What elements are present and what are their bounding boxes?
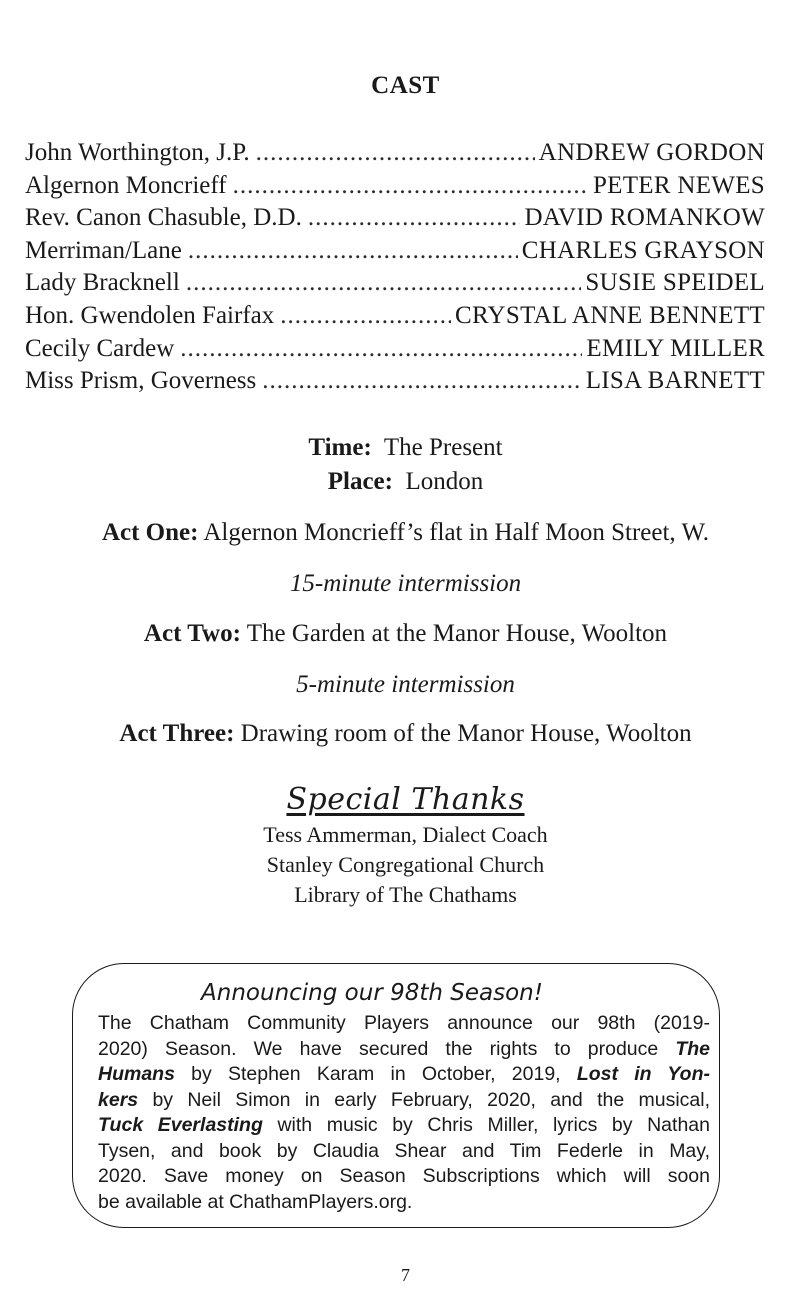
- show-title: kers: [98, 1088, 139, 1111]
- act-two-label: Act Two:: [143, 620, 241, 647]
- text-run: 2020) Season. We have secured the rights to produce: [98, 1037, 659, 1060]
- special-thanks-list: [0, 820, 811, 910]
- cast-actor: PETER NEWES: [592, 171, 765, 199]
- act-two-line: [0, 620, 811, 648]
- show-title: Humans: [98, 1063, 175, 1085]
- cast-role: Algernon Moncrieff: [25, 171, 227, 199]
- place-line: [0, 468, 811, 496]
- thanks-item: Stanley Congregational Church: [266, 852, 545, 877]
- cast-row: [25, 269, 765, 302]
- text-run: Tysen, and book by Claudia Shear and Tim Federle in May,: [98, 1139, 710, 1162]
- thanks-item: Tess Ammerman, Dialect Coach: [263, 822, 548, 847]
- announcement-line: [98, 1113, 710, 1139]
- announcement-line: [98, 1088, 710, 1114]
- leader-dots: [186, 269, 582, 297]
- act-one-label: Act One:: [101, 519, 199, 546]
- cast-row: [25, 204, 765, 237]
- act-two-value: The Garden at the Manor House, Woolton: [246, 620, 668, 647]
- announcement-line: [98, 1037, 710, 1063]
- cast-role: Rev. Canon Chasuble, D.D.: [25, 204, 302, 232]
- leader-dots: [180, 335, 582, 363]
- cast-row: [25, 237, 765, 270]
- cast-title: CAST: [371, 72, 440, 99]
- announcement-line: [98, 1139, 710, 1165]
- cast-role: Hon. Gwendolen Fairfax: [25, 301, 275, 329]
- announcement-line: [98, 1164, 710, 1190]
- time-value: The Present: [383, 434, 503, 461]
- announcement-title: Announcing our 98th Season!: [201, 980, 543, 1006]
- leader-dots: [256, 139, 535, 167]
- announcement-line: [98, 1062, 710, 1088]
- announcement-line: [98, 1190, 710, 1216]
- act-one-line: [0, 519, 811, 547]
- place-label: Place:: [327, 468, 393, 495]
- announcement-body: [98, 1011, 710, 1215]
- intermission-2: 5-minute intermission: [296, 671, 515, 698]
- announcement-line: [98, 1011, 710, 1037]
- cast-role: Lady Bracknell: [25, 269, 180, 297]
- cast-actor: ANDREW GORDON: [538, 139, 765, 166]
- cast-actor: EMILY MILLER: [586, 334, 765, 362]
- cast-actor: LISA BARNETT: [585, 367, 765, 395]
- act-three-value: Drawing room of the Manor House, Woolton: [240, 720, 692, 747]
- text-run: with music by Chris Miller, lyrics by Nathan: [277, 1114, 710, 1136]
- cast-role: John Worthington, J.P.: [25, 139, 250, 166]
- show-title: Tuck Everlasting: [98, 1114, 263, 1136]
- intermission-1: 15-minute intermission: [289, 570, 522, 597]
- show-title: The: [675, 1037, 710, 1060]
- cast-row: [25, 172, 765, 205]
- cast-row: [25, 367, 765, 400]
- cast-role: Merriman/Lane: [25, 236, 182, 264]
- text-run: be available at ChathamPlayers.org.: [98, 1190, 413, 1213]
- cast-actor: CHARLES GRAYSON: [521, 236, 765, 264]
- thanks-item: Library of The Chathams: [294, 882, 517, 907]
- cast-list: [25, 139, 765, 400]
- cast-role: Cecily Cardew: [25, 334, 175, 362]
- leader-dots: [280, 302, 451, 330]
- special-thanks-heading: Special Thanks: [286, 782, 525, 817]
- cast-row: [25, 335, 765, 368]
- act-three-line: [0, 720, 811, 748]
- cast-actor: DAVID ROMANKOW: [524, 204, 765, 232]
- leader-dots: [188, 237, 518, 265]
- cast-role: Miss Prism, Governess: [25, 367, 257, 395]
- text-run: The Chatham Community Players announce our 98th (2019-: [98, 1012, 710, 1034]
- cast-actor: CRYSTAL ANNE BENNETT: [454, 301, 765, 329]
- show-title: Lost in Yon-: [576, 1063, 710, 1085]
- time-line: [0, 434, 811, 462]
- leader-dots: [233, 172, 589, 200]
- time-label: Time:: [308, 434, 372, 461]
- leader-dots: [308, 204, 521, 232]
- leader-dots: [262, 367, 581, 395]
- cast-row: [25, 139, 765, 172]
- text-run: 2020. Save money on Season Subscriptions which will soon: [98, 1165, 710, 1187]
- page-number: 7: [401, 1265, 410, 1285]
- cast-row: [25, 302, 765, 335]
- act-one-value: Algernon Moncrieff’s flat in Half Moon Street, W.: [203, 519, 710, 546]
- cast-actor: SUSIE SPEIDEL: [585, 269, 765, 297]
- place-value: London: [405, 468, 484, 495]
- text-run: by Neil Simon in early February, 2020, and the musical,: [152, 1088, 710, 1111]
- act-three-label: Act Three:: [119, 720, 235, 747]
- text-run: by Stephen Karam in October, 2019,: [191, 1063, 561, 1085]
